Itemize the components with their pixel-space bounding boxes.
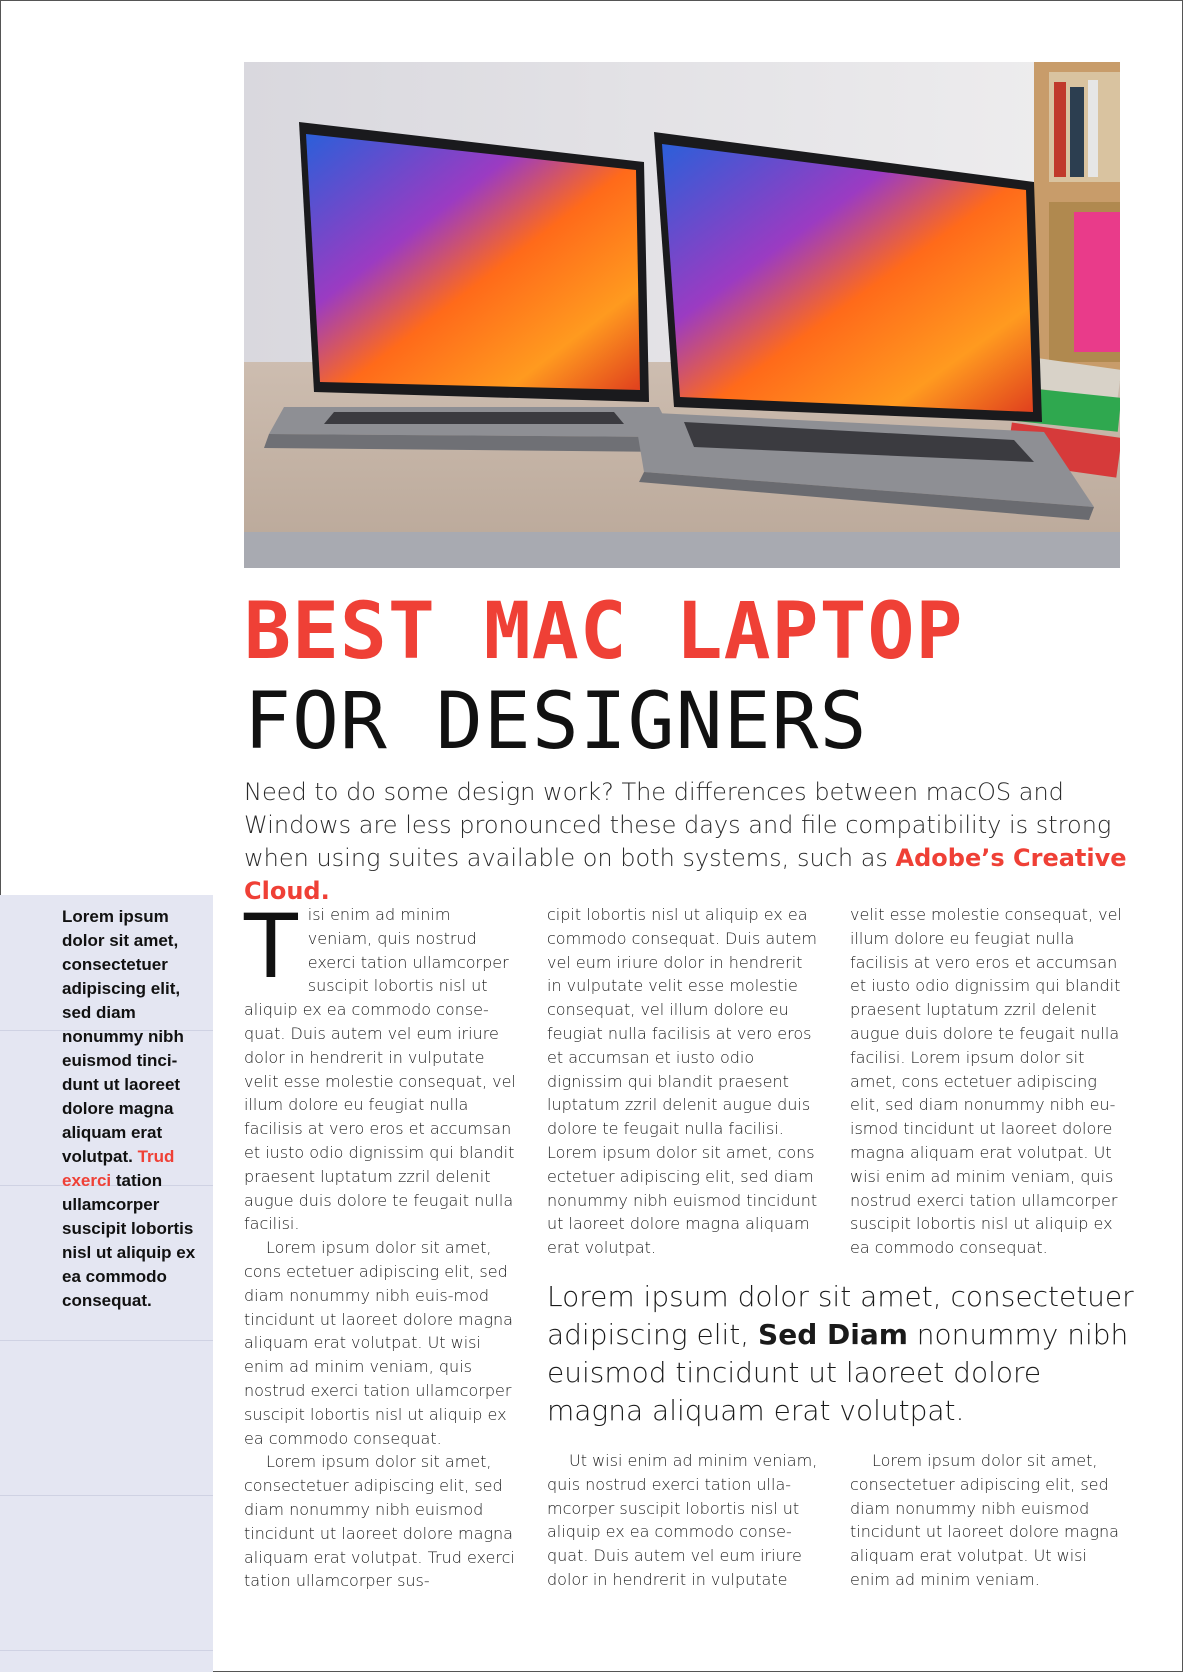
sidebar-text xyxy=(62,905,204,1313)
macbook-photo-icon xyxy=(244,62,1120,568)
article-column-1 xyxy=(244,895,516,1593)
sidebar-text-body: Lorem ipsum dolor sit amet, consectetuer adipiscing elit, sed diam nonummy nibh euismod tinci-dunt ut laoreet dolore magna aliquam erat volutpat. xyxy=(62,907,184,1166)
article-paragraph: Lorem ipsum dolor sit amet, cons ectetuer adipiscing elit, sed diam nonummy nibh euis-mod tincidunt ut laoreet dolore magna aliquam erat volutpat. Ut wisi enim ad minim veniam, quis nostrud exerci tation ullamcorper suscipit lobortis nisl ut aliquip ex ea commodo consequat. xyxy=(244,1238,513,1448)
headline-line-1: BEST MAC LAPTOP xyxy=(244,587,964,677)
article-column-5 xyxy=(850,1449,1122,1592)
article-paragraph xyxy=(244,895,516,1236)
sidebar-rule xyxy=(0,1340,213,1341)
article-paragraph: Lorem ipsum dolor sit amet, consectetuer adipiscing elit, sed diam nonummy nibh euismod tincidunt ut laoreet dolore magna aliquam erat volutpat. Trud exerci tation ullamcorper sus- xyxy=(244,1452,515,1591)
article-paragraph: Lorem ipsum dolor sit amet, consectetuer adipiscing elit, sed diam nonummy nibh euismod tincidunt ut laoreet dolore magna aliquam erat volutpat. Ut wisi enim ad minim veniam. xyxy=(850,1451,1119,1589)
sidebar-text-end: tation ullamcorper suscipit lobortis nisl ut aliquip ex ea commodo consequat. xyxy=(62,1171,196,1310)
article-column-3 xyxy=(850,903,1122,1260)
pull-quote-text: Lorem ipsum dolor sit amet, consectetuer adipiscing elit, xyxy=(547,1280,1134,1351)
intro-text: Need to do some design work? The differences between macOS and Windows are less pronounced these days and file compatibility is strong when using suites available on both systems, such as xyxy=(244,778,1112,872)
pull-quote-end: nonummy nibh euismod tincidunt ut laoreet dolore magna aliquam erat volutpat. xyxy=(547,1318,1129,1427)
article-paragraph: velit esse molestie consequat, vel illum dolore eu feugiat nulla facilisis at vero eros et accumsan et iusto odio dignissim qui blandit praesent luptatum zzril delenit augue duis dolore te feugait nulla facilisi. Lorem ipsum dolor sit amet, cons ectetuer adipiscing elit, sed diam nonummy nibh eu-ismod tincidunt ut laoreet dolore magna aliquam erat volutpat. Ut wisi enim ad minim veniam, quis nostrud exerci tation ullamcorper suscipit lobortis nisl ut aliquip ex ea commodo consequat. xyxy=(850,905,1122,1258)
article-column-2 xyxy=(547,903,819,1260)
intro-link[interactable]: Adobe’s Creative Cloud. xyxy=(244,844,1127,905)
intro-paragraph xyxy=(244,776,1144,908)
drop-cap: T xyxy=(244,895,298,998)
pull-quote xyxy=(547,1278,1137,1430)
paragraph-text: isi enim ad minim veniam, quis nostrud exerci tation ullamcorper suscipit lobortis nisl ut aliquip ex ea commodo conse-quat. Duis autem vel eum iriure dolor in hendrerit in vulputate velit esse molestie consequat, vel illum dolore eu feugiat nulla facilisis at vero eros et accumsan et iusto odio dignissim qui blandit praesent luptatum zzril delenit augue duis dolore te feugait nulla facilisi. xyxy=(244,905,516,1234)
article-column-4 xyxy=(547,1449,819,1592)
headline-line-2: FOR DESIGNERS xyxy=(244,677,868,767)
sidebar-text-highlight: Trud exerci xyxy=(62,1147,175,1190)
article-paragraph: cipit lobortis nisl ut aliquip ex ea commodo consequat. Duis autem vel eum iriure dolor in hendrerit in vulputate velit esse molestie consequat, vel illum dolore eu feugiat nulla facilisis at vero eros et accumsan et iusto odio dignissim qui blandit praesent luptatum zzril delenit augue duis dolore te feugait nulla facilisi. Lorem ipsum dolor sit amet, cons ectetuer adipiscing elit, sed diam nonummy nibh euismod tincidunt ut laoreet dolore magna aliquam erat volutpat. xyxy=(547,905,818,1258)
sidebar-rule xyxy=(0,1650,213,1651)
hero-image xyxy=(244,62,1120,568)
pull-quote-bold: Sed Diam xyxy=(758,1318,908,1351)
sidebar-rule xyxy=(0,1495,213,1496)
article-paragraph: Ut wisi enim ad minim veniam, quis nostrud exerci tation ulla-mcorper suscipit lobortis nisl ut aliquip ex ea commodo conse-quat. Duis autem vel eum iriure dolor in hendrerit in vulputate xyxy=(547,1451,818,1589)
